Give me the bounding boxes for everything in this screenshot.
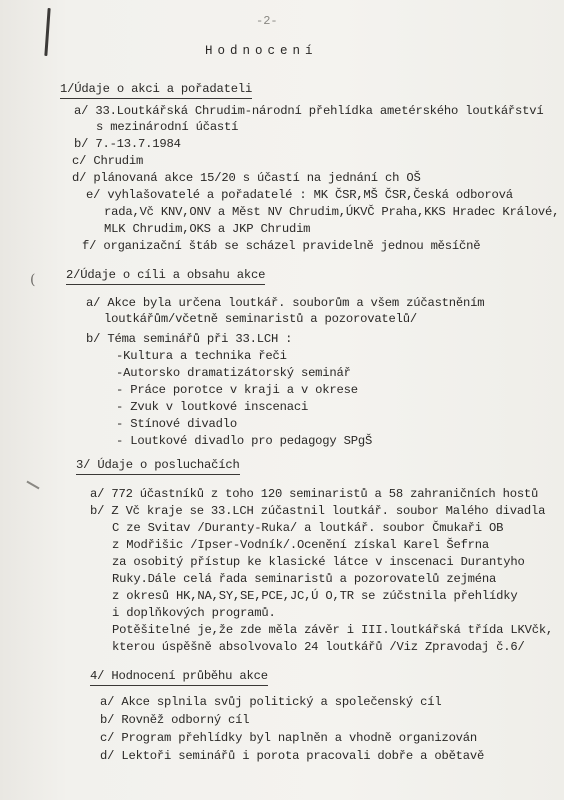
section-4-line: a/ Akce splnila svůj politický a společenský cíl [100, 695, 442, 709]
section-2-line: - Loutkové divadlo pro pedagogy SPgŠ [116, 434, 373, 448]
section-3-line: za osobitý přístup ke klasické látce v inscenaci Durantyho [112, 555, 525, 569]
section-1-line: a/ 33.Loutkářská Chrudim-národní přehlídka ametérského loutkářství [74, 104, 544, 118]
section-3-line: z Modřišic /Ipser-Vodník/.Ocenění získal Karel Šefrna [112, 538, 490, 552]
section-3-line: z okresů HK,NA,SY,SE,PCE,JC,Ú O,TR se zúčstnila přehlídky [112, 589, 518, 603]
section-1-line: f/ organizační štáb se scházel pravidelně jednou měsíčně [82, 239, 481, 253]
section-4-line: c/ Program přehlídky byl naplněn a vhodně organizován [100, 731, 478, 745]
section-2-line: a/ Akce byla určena loutkář. souborům a všem zúčastněním [86, 296, 485, 310]
section-1-line: c/ Chrudim [72, 154, 144, 168]
section-3-line: kterou úspěšně absolvovalo 24 loutkářů /Viz Zpravodaj č.6/ [112, 640, 525, 654]
section-3-line: a/ 772 účastníků z toho 120 seminaristů a 58 zahraničních hostů [90, 487, 539, 501]
section-3-line: Potěšitelné je,že zde měla závěr i III.loutkářská třída LKVčk, [112, 623, 554, 637]
section-3-heading: 3/ Údaje o posluchačích [76, 458, 240, 475]
section-2-line: - Zvuk v loutkové inscenaci [116, 400, 309, 414]
section-2-line: loutkářům/včetně seminaristů a pozorovatelů/ [104, 312, 418, 326]
section-4-heading: 4/ Hodnocení průběhu akce [90, 669, 268, 686]
section-2-line: -Kultura a technika řeči [116, 349, 287, 363]
section-2-line: -Autorsko dramatizátorský seminář [116, 366, 351, 380]
section-1-heading: 1/Údaje o akci a pořadateli [60, 82, 252, 99]
section-1-line: rada,Vč KNV,ONV a Měst NV Chrudim,ÚKVČ Praha,KKS Hradec Králové, [104, 205, 560, 219]
section-2-line: - Práce porotce v kraji a v okrese [116, 383, 358, 397]
section-2-heading: 2/Údaje o cíli a obsahu akce [66, 268, 265, 285]
section-2-line: b/ Téma seminářů při 33.LCH : [86, 332, 293, 346]
section-1-line: d/ plánovaná akce 15/20 s účastí na jednání ch OŠ [72, 171, 421, 185]
document-title: Hodnocení [205, 44, 318, 58]
section-1-line: s mezinárodní účastí [96, 120, 239, 134]
section-4-line: b/ Rovněž odborný cíl [100, 713, 250, 727]
page-number: -2- [256, 14, 278, 28]
pencil-bracket-mark: ( [30, 272, 36, 288]
section-4-line: d/ Lektoři seminářů i porota pracovali dobře a obětavě [100, 749, 485, 763]
section-3-line: i doplňkových programů. [112, 606, 276, 620]
section-1-line: MLK Chrudim,OKS a JKP Chrudim [104, 222, 311, 236]
section-1-line: e/ vyhlašovatelé a pořadatelé : MK ČSR,MŠ ČSR,Česká odborová [86, 188, 513, 202]
section-1-line: b/ 7.-13.7.1984 [74, 137, 181, 151]
staple-mark [44, 8, 50, 56]
section-3-line: b/ Z Vč kraje se 33.LCH zúčastnil loutkář. soubor Malého divadla [90, 504, 546, 518]
section-3-line: C ze Svitav /Duranty-Ruka/ a loutkář. soubor Čmukaři OB [112, 521, 504, 535]
section-2-line: - Stínové divadlo [116, 417, 237, 431]
section-3-line: Ruky.Dále celá řada seminaristů a pozorovatelů zejména [112, 572, 497, 586]
pencil-tick-mark [26, 481, 39, 490]
